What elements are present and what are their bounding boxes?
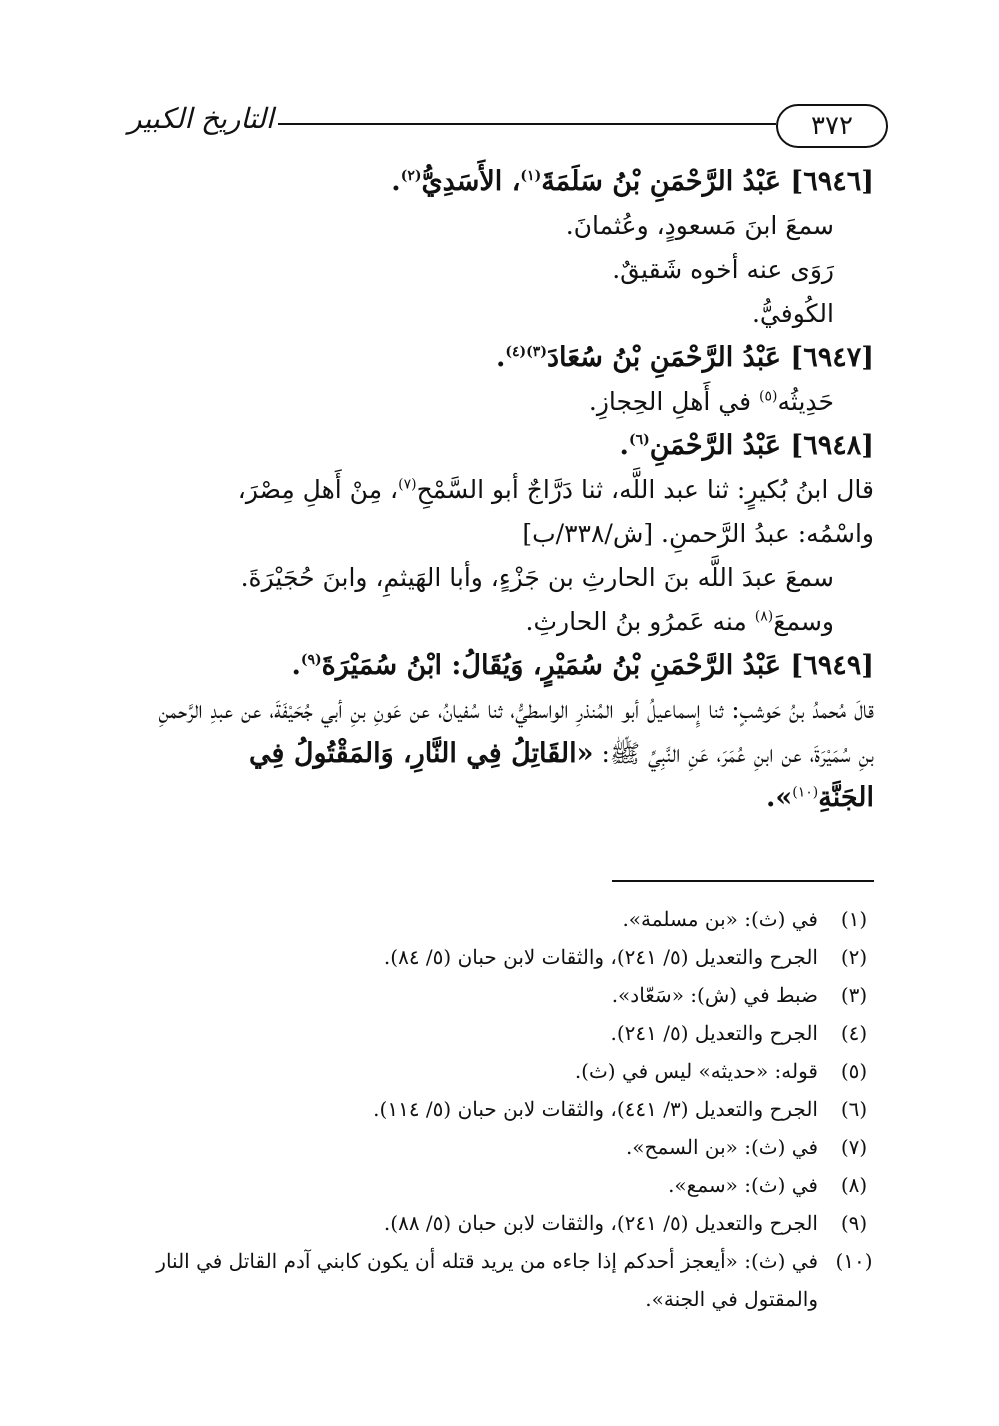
entry-paragraph: قالَ مُحمدُ بنُ حَوشبٍ: ثنا إِسماعيلُ أبو المُنذرِ الواسطيُّ، ثنا سُفيانُ، عن عَونِ بنِ أبي جُحَيْفَةَ، عن عبدِ الرَّحمنِ بنِ سُمَيْرَةَ، عن ابنِ عُمَرَ، عَنِ النَّبِيِّ ﷺ: «القَاتِلُ فِي النَّارِ، وَالمَقْتُولُ فِي الجَنَّةِ$^{(١٠)}$». [158,695,874,813]
footnote: (٩) الجرح والتعديل (٥/ ٢٤١)، والثقات لابن حبان (٥/ ٨٨). [383,1211,868,1235]
main-text [158,160,874,820]
entry-heading: [٦٩٤٧] عَبْدُ الرَّحْمَنِ بْنُ سُعَادَ$^{(٣)(٤)}$. [495,342,874,373]
footnote-rule [612,880,874,882]
running-header [128,96,888,156]
footnote: (٨) في (ث): «سمع». [668,1173,868,1197]
footnote: (٢) الجرح والتعديل (٥/ ٢٤١)، والثقات لابن حبان (٥/ ٨٤). [383,945,868,969]
entry-line: الكُوفيُّ. [751,299,834,328]
entry-heading: [٦٩٤٨] عَبْدُ الرَّحْمَنِ$^{(٦)}$. [619,430,874,461]
running-title: التاريخ الكبير [128,102,274,135]
entry-line: سمعَ ابنَ مَسعودٍ، وعُثمانَ. [565,211,834,240]
entry-heading: [٦٩٤٩] عَبْدُ الرَّحْمَنِ بْنُ سُمَيْرٍ، وَيُقَالُ: ابْنُ سُمَيْرَةَ$^{(٩)}$. [291,650,874,681]
hadith-quote: «القَاتِلُ فِي النَّارِ، وَالمَقْتُولُ فِي الجَنَّةِ [249,738,874,813]
footnote: (١٠) في (ث): «أيعجز أحدكم إذا جاءه من يريد قتله أن يكون كابني آدم القاتل في النار والمقتول في الجنة». [156,1249,873,1311]
footnote: (٤) الجرح والتعديل (٥/ ٢٤١). [610,1021,868,1045]
entry-line: سمعَ عبدَ اللَّه بنَ الحارثِ بن جَزْءٍ، وأبا الهَيثمِ، وابنَ حُجَيْرَةَ. [240,563,834,592]
footnote: (٥) قوله: «حديثه» ليس في (ث). [574,1059,868,1083]
footnote: (٧) في (ث): «بن السمح». [625,1135,868,1159]
entry-line: حَدِيثُه$^{(٥)}$ في أَهلِ الحِجازِ. [588,387,834,416]
footnote: (٣) ضبط في (ش): «سَعّاد». [611,983,868,1007]
header-rule [278,123,776,125]
footnote: (٦) الجرح والتعديل (٣/ ٤٤١)، والثقات لابن حبان (٥/ ١١٤). [373,1097,868,1121]
entry-paragraph: قال ابنُ بُكيرٍ: ثنا عبد اللَّه، ثنا دَرَّاجٌ أبو السَّمْحِ$^{(٧)}$، مِنْ أَهلِ مِصْرَ، واسْمُه: عبدُ الرَّحمنِ. [ش/٣٣٨/ب] [237,475,874,548]
footnote: (١) في (ث): «بن مسلمة». [622,907,868,931]
footnotes [120,900,874,1318]
entry-line: رَوَى عنه أخوه شَقيقٌ. [612,255,834,284]
entry-line: وسمعَ$^{(٨)}$ منه عَمرُو بنُ الحارثِ. [525,607,834,636]
entry-heading: [٦٩٤٦] عَبْدُ الرَّحْمَنِ بْنُ سَلَمَةَ$^{(١)}$، الأَسَدِيُّ$^{(٢)}$. [391,166,874,197]
page-number: ٣٧٢ [776,104,888,148]
